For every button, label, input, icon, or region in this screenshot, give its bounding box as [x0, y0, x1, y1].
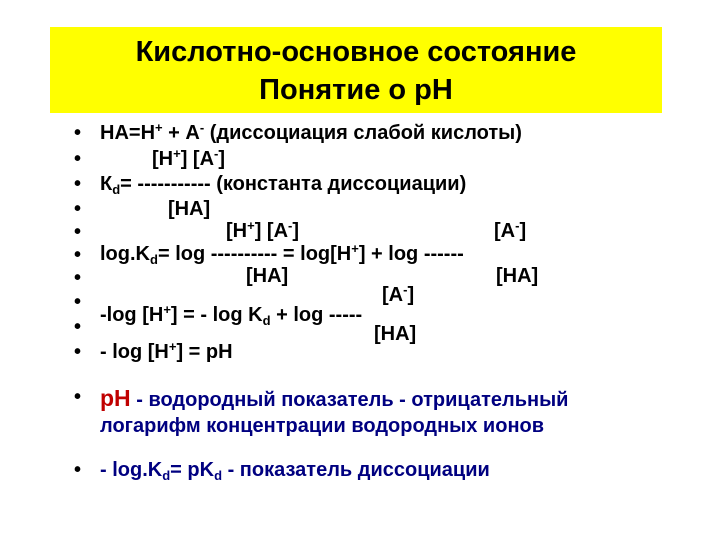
bullet: • — [74, 148, 82, 170]
bullet: • — [74, 291, 82, 313]
title-box — [50, 27, 662, 113]
bullet: • — [74, 244, 82, 266]
log-denominator-right: [НА] — [496, 265, 539, 287]
title-line-2: Понятие о рН — [259, 74, 453, 106]
bullet: • — [74, 386, 82, 408]
dissociation-equation: НА=Н+ + А- (диссоциация слабой кислоты) — [100, 120, 522, 144]
ph-definition-line-1: рН - водородный показатель - отрицательный — [100, 385, 569, 411]
ph-definition-line-2: логарифм концентрации водородных ионов — [100, 415, 545, 437]
title-line-1: Кислотно-основное состояние — [135, 36, 577, 68]
bullet: • — [74, 198, 82, 220]
log-kd-equation: $\log.K_d= \log$ ---------- = log[H+] + log ------ — [100, 241, 464, 267]
ph-term: рН — [100, 385, 131, 411]
log-denominator-left: [НА] — [246, 265, 289, 287]
neg-log-denominator: [НА] — [374, 323, 417, 345]
log-numerator-right: [А-] — [494, 218, 527, 242]
neg-log-numerator: [А-] — [382, 282, 415, 306]
kd-definition: $К_d=$ ----------- (константа диссоциации) — [100, 173, 467, 197]
bullet: • — [74, 221, 82, 243]
neg-log-equation: -log [H+] = - $\log K_d + \log$ ----- — [100, 302, 363, 328]
pk-definition: - $\log.K_d= pK_d$ - показатель диссоциации — [100, 459, 490, 483]
bullet: • — [74, 122, 82, 144]
bullet: • — [74, 173, 82, 195]
bullet: • — [74, 341, 82, 363]
bullet: • — [74, 267, 82, 289]
bullet: • — [74, 459, 82, 481]
ph-equation: - log [H+] = рН — [100, 339, 233, 363]
kd-numerator: [Н+] [А-] — [152, 146, 226, 170]
log-numerator: [Н+] [А-] — [226, 218, 300, 242]
bullet: • — [74, 316, 82, 338]
kd-denominator: [НА] — [168, 198, 211, 220]
